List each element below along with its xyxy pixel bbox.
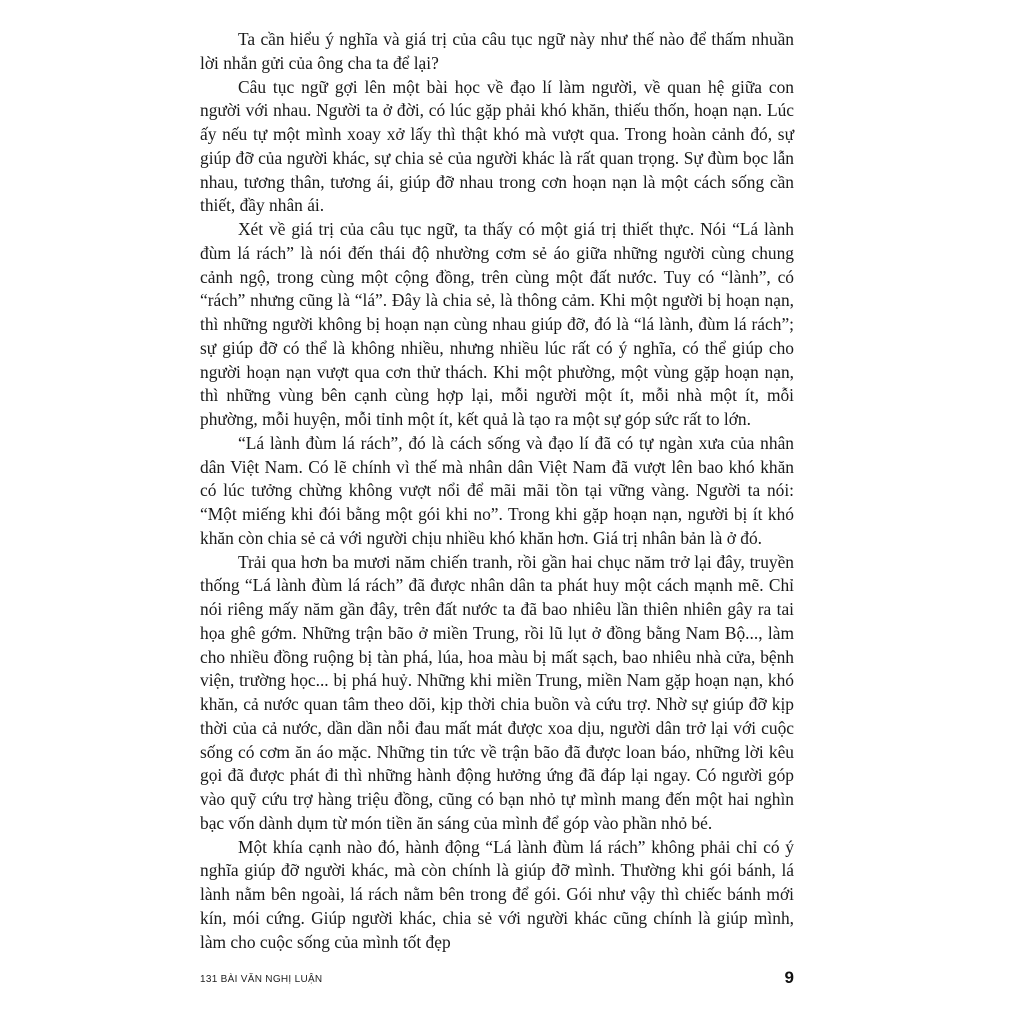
page-number: 9 xyxy=(784,968,794,987)
book-title: 131 BÀI VĂN NGHỊ LUẬN xyxy=(200,974,323,985)
paragraph-5: Trải qua hơn ba mươi năm chiến tranh, rồi gần hai chục năm trở lại đây, truyền thống “Lá lành đùm lá rách” đã được nhân dân ta phát huy một cách mạnh mẽ. Chỉ nói riêng mấy năm gần đây, trên đất nước ta đã bao nhiêu lần thiên nhiên gây ra tai họa ghê gớm. Những trận bão ở miền Trung, rồi lũ lụt ở đồng bằng Nam Bộ..., làm cho nhiều đồng ruộng bị tàn phá, lúa, hoa màu bị mất sạch, bao nhiêu nhà cửa, bệnh viện, trường học... bị phá huỷ. Những khi miền Trung, miền Nam gặp hoạn nạn, khó khăn, cả nước quan tâm theo dõi, kịp thời chia buồn và cứu trợ. Nhờ sự giúp đỡ kịp thời của cả nước, dần dần nỗi đau mất mát được xoa dịu, người dân trở lại với cuộc sống có cơm ăn áo mặc. Những tin tức về trận bão đã được loan báo, những lời kêu gọi đã được phát đi thì những hành động hưởng ứng đã đáp lại ngay. Có người góp vào quỹ cứu trợ hàng triệu đồng, cũng có bạn nhỏ tự mình mang đến một hai nghìn bạc vốn dành dụm từ món tiền ăn sáng của mình để góp vào phần nhỏ bé. xyxy=(200,551,794,833)
paragraph-6: Một khía cạnh nào đó, hành động “Lá lành đùm lá rách” không phải chỉ có ý nghĩa giúp đỡ người khác, mà còn chính là giúp đỡ mình. Thường khi gói bánh, lá lành nằm bên ngoài, lá rách nằm bên trong để gói. Gói như vậy thì chiếc bánh mới kín, mói cứng. Giúp người khác, chia sẻ với người khác cũng chính là giúp mình, làm cho cuộc sống của mình tốt đẹp xyxy=(200,836,794,952)
paragraph-1: Ta cần hiểu ý nghĩa và giá trị của câu tục ngữ này như thế nào để thấm nhuần lời nhắn gửi của ông cha ta để lại? xyxy=(200,29,794,73)
body-text xyxy=(200,28,794,954)
paragraph-4: “Lá lành đùm lá rách”, đó là cách sống và đạo lí đã có tự ngàn xưa của nhân dân Việt Nam. Có lẽ chính vì thế mà nhân dân Việt Nam đã vượt lên bao khó khăn có lúc tưởng chừng không vượt nổi để mãi mãi tồn tại vững vàng. Người ta nói: “Một miếng khi đói bằng một gói khi no”. Trong khi gặp hoạn nạn, người bị ít khó khăn còn chia sẻ cả với người chịu nhiều khó khăn hơn. Giá trị nhân bản là ở đó. xyxy=(200,432,794,548)
page-footer xyxy=(200,968,800,992)
paragraph-3: Xét về giá trị của câu tục ngữ, ta thấy có một giá trị thiết thực. Nói “Lá lành đùm lá rách” là nói đến thái độ nhường cơm sẻ áo giữa những người cùng chung cảnh ngộ, trong cùng một cộng đồng, trên cùng một đất nước. Tuy có “lành”, có “rách” nhưng cũng là “lá”. Đây là chia sẻ, là thông cảm. Khi một người bị hoạn nạn, thì những người không bị hoạn nạn cùng nhau giúp đỡ, đó là “lá lành, đùm lá rách”; sự giúp đỡ có thể là không nhiều, nhưng nhiều lúc rất có ý nghĩa, có thể giúp cho người hoạn nạn vượt qua cơn thử thách. Khi một phường, một vùng gặp hoạn nạn, thì những vùng bên cạnh cùng hợp lại, mỗi người một ít, mỗi nhà một ít, mỗi phường, mỗi huyện, mỗi tỉnh một ít, kết quả là tạo ra một sự góp sức rất to lớn. xyxy=(200,219,794,429)
paragraph-2: Câu tục ngữ gợi lên một bài học về đạo lí làm người, về quan hệ giữa con người với nhau. Người ta ở đời, có lúc gặp phải khó khăn, thiếu thốn, hoạn nạn. Lúc ấy nếu tự một mình xoay xở lấy thì thật khó mà vượt qua. Trong hoàn cảnh đó, sự giúp đỡ của người khác, sự chia sẻ của người khác là rất quan trọng. Sự đùm bọc lẫn nhau, tương thân, tương ái, giúp đỡ nhau trong cơn hoạn nạn là một cách sống cần thiết, đầy nhân ái. xyxy=(200,76,794,216)
